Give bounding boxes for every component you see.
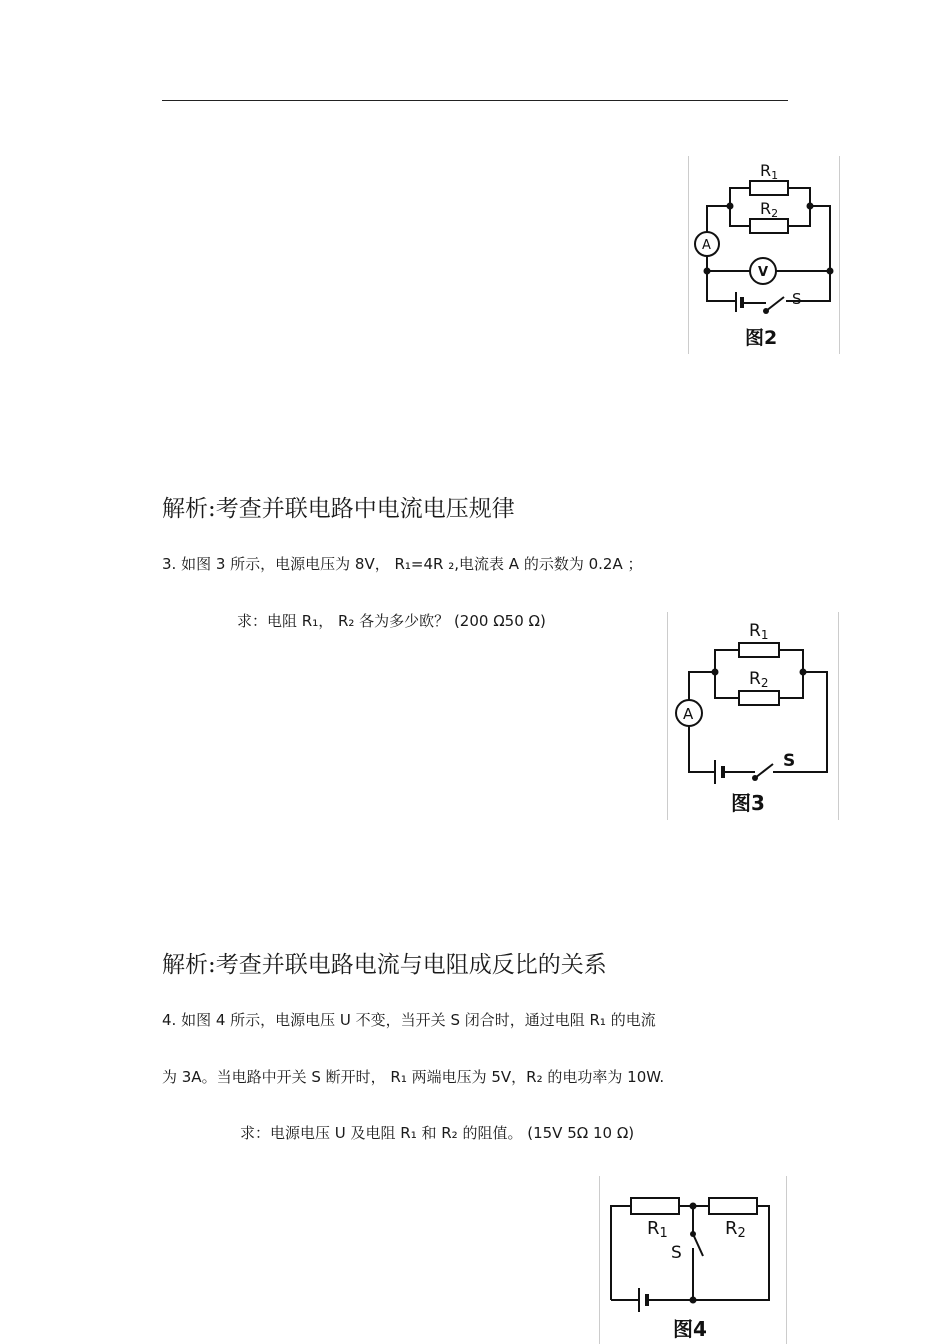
fig2-ammeter-label: A: [702, 238, 711, 253]
fig2-caption: 图2: [745, 327, 778, 349]
fig3-switch-label: S: [783, 751, 796, 771]
fig3-r1-label: R1: [749, 621, 769, 642]
circuit-4-svg: [599, 1176, 787, 1344]
header-rule: [162, 100, 788, 101]
fig4-caption: 图4: [673, 1317, 707, 1341]
analysis-heading-3: 解析:考查并联电路电流与电阻成反比的关系: [162, 952, 607, 978]
problem-3-line-2: 求：电阻 R₁， R₂ 各为多少欧？ (200 Ω50 Ω): [237, 612, 546, 630]
problem-4-line-1: 4. 如图 4 所示，电源电压 U 不变，当开关 S 闭合时，通过电阻 R₁ 的电流: [162, 1011, 656, 1029]
problem-4-line-3: 求：电源电压 U 及电阻 R₁ 和 R₂ 的阻值。 (15V 5Ω 10 Ω): [240, 1124, 635, 1142]
fig3-caption: 图3: [731, 791, 765, 815]
analysis-heading-2: 解析:考查并联电路中电流电压规律: [162, 496, 515, 522]
circuit-2-svg: [688, 156, 840, 354]
circuit-figure-4: [599, 1176, 787, 1344]
fig2-voltmeter-label: V: [758, 265, 769, 280]
circuit-figure-3: [667, 612, 839, 820]
fig3-ammeter-label: A: [683, 705, 694, 723]
problem-3-line-1: 3. 如图 3 所示，电源电压为 8V， R₁=4R ₂,电流表 A 的示数为 0.2A ；: [162, 555, 643, 573]
fig4-switch-label: S: [671, 1243, 682, 1263]
circuit-3-svg: [667, 612, 839, 820]
fig4-r1-label: R1: [647, 1218, 668, 1241]
problem-4-line-2: 为 3A。当电路中开关 S 断开时， R₁ 两端电压为 5V，R₂ 的电功率为 10W.: [162, 1068, 665, 1086]
fig2-r2-label: R2: [760, 199, 779, 220]
fig2-switch-label: S: [792, 290, 802, 308]
fig4-r2-label: R2: [725, 1218, 746, 1241]
fig3-r2-label: R2: [749, 669, 769, 690]
circuit-figure-2: [688, 156, 840, 354]
fig2-r1-label: R1: [760, 161, 779, 182]
